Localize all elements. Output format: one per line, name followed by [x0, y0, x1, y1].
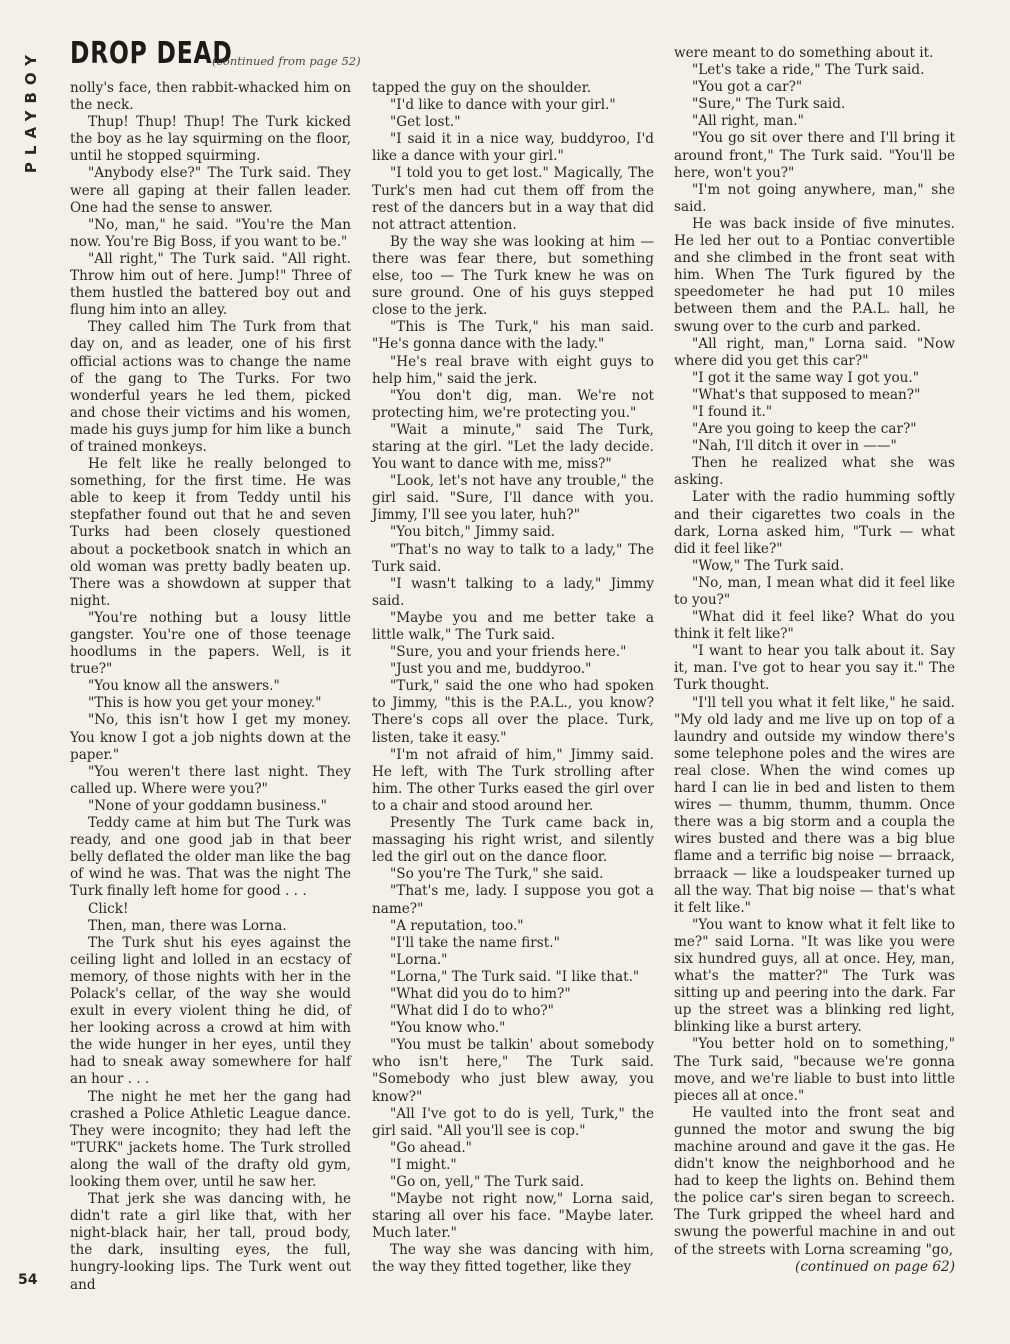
- paragraph: "You want to know what it felt like to me?" said Lorna. "It was like you were six hundred guys, all at once. Hey, man, what's the matter?" The Turk was sitting up and peering into the dark. Far up the street was a blinking red light, blinking like a burst artery.: [674, 916, 955, 1036]
- paragraph: "Just you and me, buddyroo.": [390, 661, 592, 678]
- paragraph: "All right, man.": [692, 113, 804, 130]
- paragraph: "You know who.": [390, 1020, 506, 1037]
- paragraph: "I wasn't talking to a lady," Jimmy said.: [372, 575, 654, 609]
- paragraph: "This is how you get your money.": [88, 695, 322, 712]
- paragraph: He felt like he really belonged to something, for the first time. He was able to keep it from Teddy until his stepfather found out that he and seven Turks had been closely questioned about a pocketbook snatch in which an old woman was pretty badly beaten up. There was a showdown at supper that night.: [70, 456, 351, 609]
- paragraph: "You know all the answers.": [88, 678, 280, 695]
- paragraph: "You go sit over there and I'll bring it around front," The Turk said. "You'll be here, won't you?": [674, 130, 955, 181]
- paragraph: Later with the radio humming softly and their cigarettes two coals in the dark, Lorna asked him, "Turk — what did it feel like?": [674, 489, 955, 557]
- paragraph: "So you're The Turk," she said.: [390, 866, 604, 883]
- paragraph: "I'm not afraid of him," Jimmy said. He left, with The Turk strolling after him. The other Turks eased the girl over to a chair and stood around her.: [372, 746, 654, 814]
- paragraph: Thup! Thup! Thup! The Turk kicked the boy as he lay squirming on the floor, until he stopped squirming.: [70, 114, 351, 165]
- paragraph: "What did it feel like? What do you think it felt like?": [674, 609, 955, 643]
- paragraph: "A reputation, too.": [390, 917, 524, 934]
- paragraph: "Go ahead.": [390, 1139, 472, 1156]
- paragraph: "I got it the same way I got you.": [692, 369, 919, 386]
- paragraph: "Maybe you and me better take a little walk," The Turk said.: [372, 609, 654, 643]
- paragraph: "All right," The Turk said. "All right. Throw him out of here. Jump!" Three of them hustled the battered boy out and flung him into an alley.: [70, 250, 351, 319]
- paragraph: "You're nothing but a lousy little gangster. You're one of those teenage hoodlums in the papers. Well, is it true?": [70, 609, 351, 678]
- paragraph: The night he met her the gang had crashed a Police Athletic League dance. They were incognito; they had left the "TURK" jackets home. The Turk strolled along the wall of the drafty old gym, looking them over, until he saw her.: [70, 1088, 351, 1190]
- paragraph: "You weren't there last night. They called up. Where were you?": [70, 763, 351, 797]
- paragraph: were meant to do something about it.: [674, 45, 934, 61]
- paragraph: Click!: [88, 900, 129, 917]
- paragraph: "Sure, you and your friends here.": [390, 644, 627, 661]
- paragraph: "None of your goddamn business.": [88, 797, 327, 814]
- paragraph: "Get lost.": [390, 114, 461, 131]
- paragraph: Then he realized what she was asking.: [674, 455, 955, 489]
- paragraph: "Go on, yell," The Turk said.: [390, 1174, 585, 1190]
- paragraph: "I'll take the name first.": [390, 934, 560, 951]
- paragraph: He vaulted into the front seat and gunned the motor and swung the big machine around and gave it the gas. He didn't know the neighborhood and he had to keep the lights on. Behind them the police car's siren began to screech. The Turk gripped the wheel hard and swung the powerful machine in and out of the streets with Lorna screaming "go,: [674, 1104, 955, 1258]
- paragraph: The Turk shut his eyes against the ceiling light and lolled in an ecstacy of memory, of those nights with her in the Polack's cellar, of the way she would exult in every violent thing he did, of her looking across a crowd at him with the wide hunger in her eyes, until they had to sneak away somewhere for half an hour . . .: [70, 934, 351, 1088]
- paragraph: "I might.": [390, 1156, 457, 1173]
- paragraph: tapped the guy on the shoulder.: [372, 80, 592, 96]
- paragraph: "Maybe not right now," Lorna said, staring all over his face. "Maybe later. Much later.": [372, 1191, 654, 1242]
- paragraph: "That's me, lady. I suppose you got a name?": [372, 883, 654, 917]
- article-title: DROP DEAD: [70, 36, 233, 71]
- page-number: 54: [18, 1272, 38, 1288]
- paragraph: "I said it in a nice way, buddyroo, I'd like a dance with your girl.": [372, 131, 654, 165]
- paragraph: "This is The Turk," his man said. "He's gonna dance with the lady.": [372, 319, 654, 353]
- paragraph: "Sure," The Turk said.: [692, 96, 846, 113]
- article-headline: [70, 36, 361, 71]
- continued-from-note: (continued from page 52): [212, 54, 361, 68]
- paragraph: "I told you to get lost." Magically, The Turk's men had cut them off from the rest of the dancers but in a way that did not attract attention.: [372, 165, 654, 233]
- text-column-2: [372, 80, 654, 1277]
- paragraph: Teddy came at him but The Turk was ready, and one good jab in that beer belly deflated the older man like the bag of wind he was. That was the night The Turk finally left home for good . . .: [70, 815, 351, 900]
- paragraph: "I'll tell you what it felt like," he said. "My old lady and me live up on top of a laundry and outside my window there's some telephone poles and the wires are real close. When the wind comes up hard I can lie in bed and listen to them wires — thumm, thumm, thumm. Once there was a big storm and a coupla the wires busted and there was a big blue flame and a terrific big noise — brraack, brraack — like a loudspeaker turned up all the way. That big noise — that's what it felt like.": [674, 694, 955, 916]
- paragraph: The way she was dancing with him, the way they fitted together, like they: [372, 1242, 654, 1276]
- paragraph: He was back inside of five minutes. He led her out to a Pontiac convertible and she climbed in the front seat with him. When The Turk figured by the speedometer he had put 10 miles between them and the P.A.L. hall, he swung over to the curb and parked.: [674, 215, 955, 335]
- paragraph: "No, man, I mean what did it feel like to you?": [674, 574, 955, 608]
- paragraph: That jerk she was dancing with, he didn't rate a girl like that, with her night-black hair, her tall, proud body, the dark, insulting eyes, the full, hungry-looking lips. The Turk went out and: [70, 1191, 351, 1293]
- paragraph: "I found it.": [692, 403, 773, 420]
- paragraph: "I'd like to dance with your girl.": [390, 97, 616, 114]
- paragraph: "That's no way to talk to a lady," The Turk said.: [372, 541, 654, 575]
- paragraph: "I want to hear you talk about it. Say it, man. I've got to hear you say it." The Turk thought.: [674, 643, 955, 694]
- paragraph: "You better hold on to something," The Turk said, "because we're gonna move, and we're liable to bust into little pieces all at once.": [674, 1036, 955, 1104]
- paragraph: "Look, let's not have any trouble," the girl said. "Sure, I'll dance with you. Jimmy, I'll see you later, huh?": [372, 473, 654, 524]
- paragraph: "I'm not going anywhere, man," she said.: [674, 181, 955, 215]
- paragraph: "You got a car?": [692, 79, 803, 96]
- paragraph: "What did you do to him?": [390, 985, 571, 1002]
- magazine-name-vertical: PLAYBOY: [22, 48, 40, 174]
- paragraph: "You must be talkin' about somebody who isn't here," The Turk said. "Somebody who just blew away, you know?": [372, 1037, 654, 1105]
- paragraph: They called him The Turk from that day on, and as leader, one of his first official actions was to change the name of the gang to The Turks. For two wonderful years he led them, picked and chose their victims and his women, made his guys jump for him like a bunch of trained monkeys.: [70, 319, 351, 455]
- paragraph: "Lorna.": [390, 951, 448, 968]
- paragraph: "Nah, I'll ditch it over in ——": [692, 438, 897, 455]
- paragraph: By the way she was looking at him — there was fear there, but something else, too — The Turk knew he was on sure ground. One of his guys stepped close to the jerk.: [372, 233, 654, 319]
- text-column-1: [70, 80, 351, 1294]
- paragraph: "No, man," he said. "You're the Man now. You're Big Boss, if you want to be.": [70, 216, 351, 250]
- paragraph: "All I've got to do is yell, Turk," the girl said. "All you'll see is cop.": [372, 1105, 654, 1139]
- paragraph: "Are you going to keep the car?": [692, 421, 917, 438]
- paragraph: "Anybody else?" The Turk said. They were all gaping at their fallen leader. One had the sense to answer.: [70, 165, 351, 216]
- paragraph: "He's real brave with eight guys to help him," said the jerk.: [372, 353, 654, 387]
- paragraph: Then, man, there was Lorna.: [88, 917, 287, 934]
- paragraph: "Wait a minute," said The Turk, staring at the girl. "Let the lady decide. You want to dance with me, miss?": [372, 421, 654, 473]
- paragraph: "No, this isn't how I get my money. You know I got a job nights down at the paper.": [70, 712, 351, 763]
- paragraph: "You bitch," Jimmy said.: [390, 524, 556, 541]
- paragraph: "Let's take a ride," The Turk said.: [692, 62, 925, 79]
- text-column-3: [674, 45, 955, 1276]
- paragraph: "What's that supposed to mean?": [692, 386, 921, 403]
- paragraph: Presently The Turk came back in, massaging his right wrist, and silently led the girl out on the dance floor.: [372, 815, 654, 866]
- paragraph: nolly's face, then rabbit-whacked him on the neck.: [70, 80, 351, 114]
- paragraph: "Lorna," The Turk said. "I like that.": [390, 968, 640, 985]
- paragraph: "What did I do to who?": [390, 1003, 554, 1020]
- paragraph: "You don't dig, man. We're not protecting him, we're protecting you.": [372, 387, 654, 421]
- paragraph: "Wow," The Turk said.: [692, 557, 844, 574]
- continued-on-note: (continued on page 62): [795, 1258, 955, 1275]
- paragraph: "Turk," said the one who had spoken to Jimmy, "this is the P.A.L., you know? There's cops all over the place. Turk, listen, take it easy.": [372, 678, 654, 746]
- paragraph: "All right, man," Lorna said. "Now where did you get this car?": [674, 335, 955, 369]
